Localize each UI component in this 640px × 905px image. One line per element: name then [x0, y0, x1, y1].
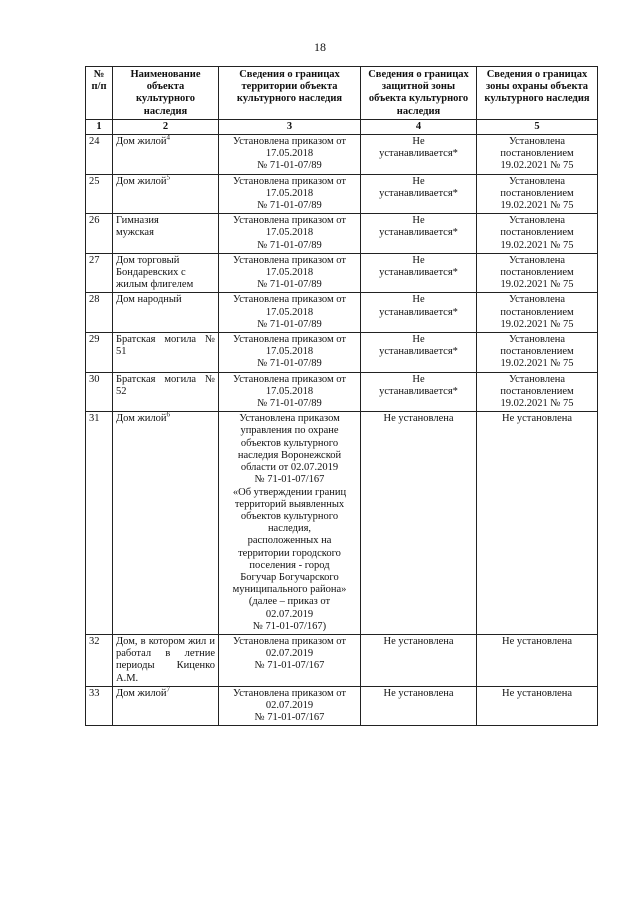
- protection-zone-cell: Установлена постановлением 19.02.2021 № 75: [477, 174, 598, 214]
- column-number: 2: [113, 119, 219, 134]
- protection-zone-cell: Установлена постановлением 19.02.2021 № 75: [477, 253, 598, 293]
- territory-cell: Установлена приказом от 17.05.2018 № 71-01-07/89: [219, 214, 361, 254]
- header-territory: Сведения о границах территории объекта культурного наследия: [219, 67, 361, 120]
- row-number: 33: [86, 686, 113, 726]
- territory-cell: Установлена приказом от 17.05.2018 № 71-01-07/89: [219, 372, 361, 412]
- table-row: [86, 174, 598, 214]
- object-name-cell: [113, 214, 219, 254]
- object-name-cell: [113, 293, 219, 333]
- row-number: 32: [86, 634, 113, 686]
- object-name: Дом жилой: [116, 136, 167, 148]
- footnote-marker: 7: [166, 685, 170, 694]
- protection-zone-cell: Установлена постановлением 19.02.2021 № 75: [477, 135, 598, 175]
- footnote-marker: 5: [166, 173, 170, 182]
- row-number: 24: [86, 135, 113, 175]
- protection-zone-cell: Установлена постановлением 19.02.2021 № 75: [477, 372, 598, 412]
- territory-cell: Установлена приказом от 17.05.2018 № 71-01-07/89: [219, 253, 361, 293]
- page-number: 18: [314, 40, 326, 54]
- table-row: [86, 634, 598, 686]
- protection-zone-cell: Не установлена: [477, 686, 598, 726]
- object-name: Дом народный: [116, 294, 182, 306]
- column-numbers-row: [86, 119, 598, 134]
- object-name-cell: [113, 174, 219, 214]
- table-row: [86, 412, 598, 635]
- row-number: 27: [86, 253, 113, 293]
- footnote-marker: 6: [166, 410, 170, 419]
- table-row: [86, 214, 598, 254]
- table-row: [86, 253, 598, 293]
- territory-cell: Установлена приказом от 17.05.2018 № 71-01-07/89: [219, 135, 361, 175]
- object-name-cell: [113, 372, 219, 412]
- protective-zone-cell: Не устанавливается*: [361, 253, 477, 293]
- protective-zone-cell: Не устанавливается*: [361, 135, 477, 175]
- table-row: [86, 135, 598, 175]
- row-number: 30: [86, 372, 113, 412]
- row-number: 28: [86, 293, 113, 333]
- table-row: [86, 686, 598, 726]
- table-header-row: [86, 67, 598, 120]
- object-name-cell: [113, 333, 219, 373]
- protective-zone-cell: Не устанавливается*: [361, 372, 477, 412]
- territory-cell: Установлена приказом от 02.07.2019 № 71-01-07/167: [219, 686, 361, 726]
- territory-cell: Установлена приказом от 17.05.2018 № 71-01-07/89: [219, 333, 361, 373]
- protective-zone-cell: Не установлена: [361, 634, 477, 686]
- protective-zone-cell: Не установлена: [361, 686, 477, 726]
- column-number: 4: [361, 119, 477, 134]
- protective-zone-cell: Не устанавливается*: [361, 333, 477, 373]
- object-name: Гимназия мужская: [116, 215, 159, 239]
- object-name: Дом жилой: [116, 687, 167, 699]
- protective-zone-cell: Не устанавливается*: [361, 214, 477, 254]
- object-name-cell: [113, 412, 219, 635]
- object-name-cell: [113, 634, 219, 686]
- territory-cell: Установлена приказом управления по охране объектов культурного наследия Воронежской области от 02.07.2019 № 71-01-07/167 «Об утверждении границ территорий выявленных объектов культурного наследия, расположенных на территории городского поселения - город Богучар Богучарского муниципального района» (далее – приказ от 02.07.2019 № 71-01-07/167): [219, 412, 361, 635]
- protective-zone-cell: Не установлена: [361, 412, 477, 635]
- protection-zone-cell: Не установлена: [477, 634, 598, 686]
- object-name: Дом, в котором жил и работал в летние периоды Киценко А.М.: [116, 635, 215, 684]
- object-name: Братская могила № 52: [116, 373, 215, 397]
- object-name-cell: [113, 135, 219, 175]
- territory-cell: Установлена приказом от 17.05.2018 № 71-01-07/89: [219, 174, 361, 214]
- row-number: 29: [86, 333, 113, 373]
- object-name: Дом торговый Бондаревских с жилым флигелем: [116, 254, 194, 291]
- header-number: № п/п: [86, 67, 113, 120]
- protection-zone-cell: Не установлена: [477, 412, 598, 635]
- header-protection-zone: Сведения о границах зоны охраны объекта культурного наследия: [477, 67, 598, 120]
- header-protective-zone: Сведения о границах защитной зоны объекта культурного наследия: [361, 67, 477, 120]
- protection-zone-cell: Установлена постановлением 19.02.2021 № 75: [477, 293, 598, 333]
- row-number: 25: [86, 174, 113, 214]
- object-name: Дом жилой: [116, 175, 167, 187]
- object-name: Братская могила № 51: [116, 334, 215, 358]
- protection-zone-cell: Установлена постановлением 19.02.2021 № 75: [477, 333, 598, 373]
- table-row: [86, 372, 598, 412]
- table-row: [86, 293, 598, 333]
- column-number: 3: [219, 119, 361, 134]
- table-body: [86, 135, 598, 726]
- territory-cell: Установлена приказом от 02.07.2019 № 71-01-07/167: [219, 634, 361, 686]
- column-number: 1: [86, 119, 113, 134]
- territory-cell: Установлена приказом от 17.05.2018 № 71-01-07/89: [219, 293, 361, 333]
- object-name-cell: [113, 253, 219, 293]
- protection-zone-cell: Установлена постановлением 19.02.2021 № 75: [477, 214, 598, 254]
- row-number: 26: [86, 214, 113, 254]
- table-row: [86, 333, 598, 373]
- object-name: Дом жилой: [116, 413, 167, 425]
- heritage-objects-table: [85, 66, 598, 726]
- footnote-marker: 4: [166, 133, 170, 142]
- object-name-cell: [113, 686, 219, 726]
- header-object-name: Наименование объекта культурного наследия: [113, 67, 219, 120]
- column-number: 5: [477, 119, 598, 134]
- protective-zone-cell: Не устанавливается*: [361, 293, 477, 333]
- protective-zone-cell: Не устанавливается*: [361, 174, 477, 214]
- row-number: 31: [86, 412, 113, 635]
